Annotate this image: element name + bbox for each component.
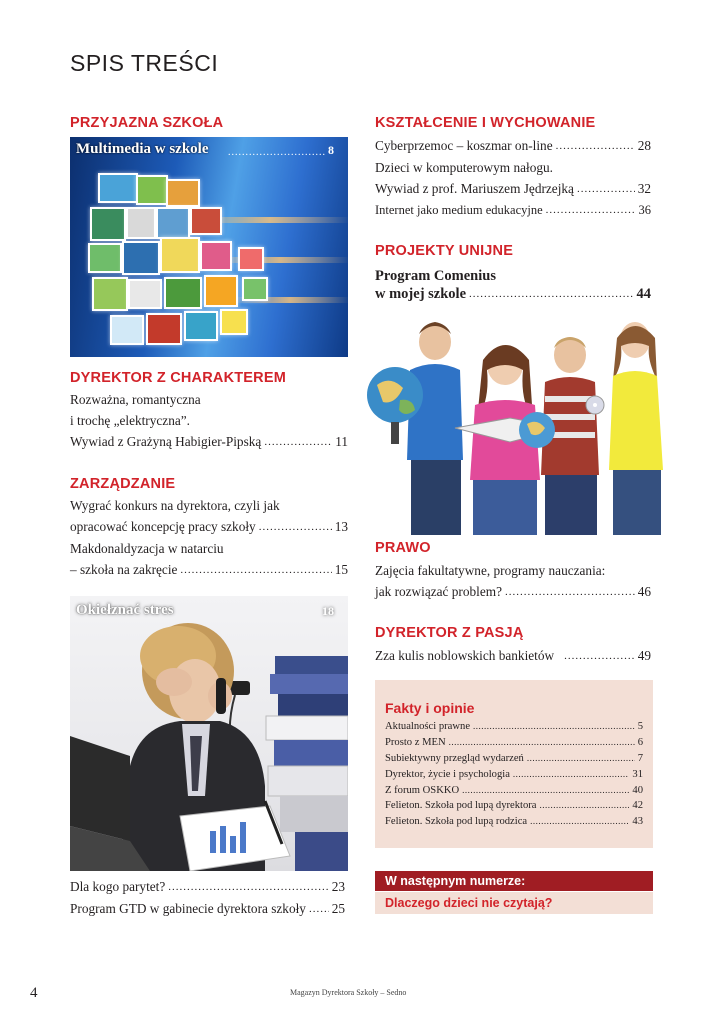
students-with-globes-image [355, 310, 680, 535]
toc-page-number: 25 [331, 901, 345, 916]
comenius-title-line1: Program Comenius [375, 268, 496, 284]
toc-page-number: 32 [637, 181, 651, 196]
next-issue-title[interactable]: Dlaczego dzieci nie czytają? [375, 892, 653, 914]
toc-entry-comenius[interactable] [375, 285, 651, 303]
leader-dots [264, 434, 332, 450]
toc-text: Wygrać konkurs na dyrektora, czyli jak [70, 498, 280, 513]
toc-page-number: 13 [334, 519, 348, 534]
toc-page-number: 7 [637, 752, 643, 764]
fakty-item[interactable] [385, 814, 643, 830]
page-number: 4 [30, 985, 38, 1001]
leader-dots [556, 138, 635, 154]
toc-text: Subiektywny przegląd wydarzeń [385, 752, 524, 764]
toc-page-number: 15 [334, 562, 348, 577]
toc-text: Aktualności prawne [385, 720, 471, 732]
fakty-item[interactable] [385, 798, 643, 814]
leader-dots [546, 202, 636, 218]
toc-text: Z forum OSKKO [385, 784, 460, 796]
toc-page-number: 6 [637, 736, 643, 748]
section-heading-ksztalcenie[interactable]: KSZTAŁCENIE I WYCHOWANIE [375, 115, 596, 131]
toc-text: Internet jako medium edukacyjne [375, 203, 543, 217]
toc-page-number: 42 [632, 800, 643, 812]
toc-entry-wywiad-habigier[interactable] [70, 434, 348, 450]
section-heading-zarzadzanie[interactable]: ZARZĄDZANIE [70, 476, 176, 492]
toc-text: jak rozwiązać problem? [375, 584, 502, 599]
toc-line [70, 392, 348, 408]
multimedia-caption-title[interactable]: Multimedia w szkole [76, 141, 209, 157]
toc-entry-internet[interactable] [375, 202, 651, 218]
toc-page-number: 11 [335, 434, 348, 449]
toc-page-number: 46 [637, 584, 651, 599]
toc-line [375, 160, 651, 176]
page-title: SPIS TREŚCI [70, 50, 219, 76]
toc-page-number: 44 [636, 286, 651, 302]
toc-text: Dzieci w komputerowym nałogu. [375, 160, 553, 175]
leader-dots [540, 798, 630, 814]
toc-text: Program GTD w gabinecie dyrektora szkoły [70, 901, 306, 916]
fakty-item[interactable] [385, 735, 643, 751]
toc-page-number: 49 [637, 648, 651, 663]
toc-entry-makdonaldyzacja[interactable] [70, 562, 348, 578]
toc-entry-noblowskie-bankiety[interactable] [375, 648, 651, 664]
fakty-item[interactable] [385, 751, 643, 767]
toc-page-number: 31 [632, 768, 643, 780]
leader-dots [168, 879, 328, 895]
leader-dots [530, 814, 629, 830]
toc-text: Zajęcia fakultatywne, programy nauczania: [375, 563, 606, 578]
fakty-title: Fakty i opinie [385, 700, 475, 716]
section-heading-projekty[interactable]: PROJEKTY UNIJNE [375, 243, 514, 259]
toc-text: Prosto z MEN [385, 736, 446, 748]
leader-dots [462, 783, 629, 799]
multimedia-caption-page: 8 [328, 143, 334, 157]
leader-dots [527, 751, 635, 767]
toc-entry-zajecia-fakultatywne[interactable] [375, 584, 651, 600]
toc-entry-cyberprzemoc[interactable] [375, 138, 651, 154]
toc-text: w mojej szkole [375, 286, 467, 302]
toc-page-number: 5 [637, 720, 643, 732]
stressed-woman-image [70, 596, 348, 871]
leader-dots [473, 719, 635, 735]
section-heading-prawo[interactable]: PRAWO [375, 540, 431, 556]
toc-entry-gtd[interactable] [70, 901, 345, 917]
toc-text: opracować koncepcję pracy szkoły [70, 519, 256, 534]
toc-text: Rozważna, romantyczna [70, 392, 201, 407]
leader-dots [564, 648, 635, 664]
section-heading-pasja[interactable]: DYREKTOR Z PASJĄ [375, 625, 524, 641]
section-heading-przyjazna[interactable]: PRZYJAZNA SZKOŁA [70, 115, 224, 131]
toc-entry-parytet[interactable] [70, 879, 345, 895]
toc-text: Felieton. Szkoła pod lupą dyrektora [385, 800, 537, 812]
toc-text: i trochę „elektryczna”. [70, 413, 190, 428]
stress-caption-title[interactable]: Okiełznać stres [76, 602, 174, 618]
leader-dots [449, 735, 635, 751]
toc-page-number: 40 [632, 784, 643, 796]
toc-page-number: 28 [637, 138, 651, 153]
leader-dots [505, 584, 635, 600]
toc-entry-wywiad-jedrzejko[interactable] [375, 181, 651, 197]
toc-line [70, 498, 348, 514]
toc-text: Wywiad z prof. Mariuszem Jędrzejką [375, 181, 574, 196]
toc-text: Felieton. Szkoła pod lupą rodzica [385, 816, 528, 828]
leader-dots [577, 181, 635, 197]
toc-entry-konkurs[interactable] [70, 519, 348, 535]
footer-magazine-name: Magazyn Dyrektora Szkoły – Sedno [290, 988, 407, 997]
toc-text: Zza kulis noblowskich bankietów [375, 648, 555, 663]
toc-text: – szkoła na zakręcie [70, 562, 178, 577]
fakty-item[interactable] [385, 719, 643, 735]
toc-line [375, 563, 651, 579]
leader-dots [180, 562, 331, 578]
toc-text: Cyberprzemoc – koszmar on-line [375, 138, 553, 153]
toc-text: Dyrektor, życie i psychologia [385, 768, 510, 780]
toc-line [70, 541, 348, 557]
multimedia-caption-dots: ............................ [228, 147, 326, 158]
toc-page-number: 36 [638, 203, 651, 217]
toc-text: Dla kogo parytet? [70, 879, 166, 894]
multimedia-image [70, 137, 348, 357]
section-heading-dyrektor-charakter[interactable]: DYREKTOR Z CHARAKTEREM [70, 370, 286, 386]
fakty-item[interactable] [385, 767, 643, 783]
leader-dots [513, 767, 630, 783]
leader-dots [469, 285, 633, 303]
fakty-item[interactable] [385, 783, 643, 799]
fakty-i-opinie-box [375, 680, 653, 848]
stress-caption-page: 18 [322, 604, 334, 618]
next-issue-label: W następnym numerze: [375, 871, 653, 891]
toc-page-number: 23 [331, 879, 345, 894]
leader-dots [309, 901, 329, 917]
leader-dots [259, 519, 332, 535]
toc-text: Makdonaldyzacja w natarciu [70, 541, 224, 556]
toc-page-number: 43 [632, 816, 643, 828]
toc-line [70, 413, 348, 429]
toc-text: Wywiad z Grażyną Habigier-Pipską [70, 434, 262, 449]
fakty-list [385, 719, 643, 830]
